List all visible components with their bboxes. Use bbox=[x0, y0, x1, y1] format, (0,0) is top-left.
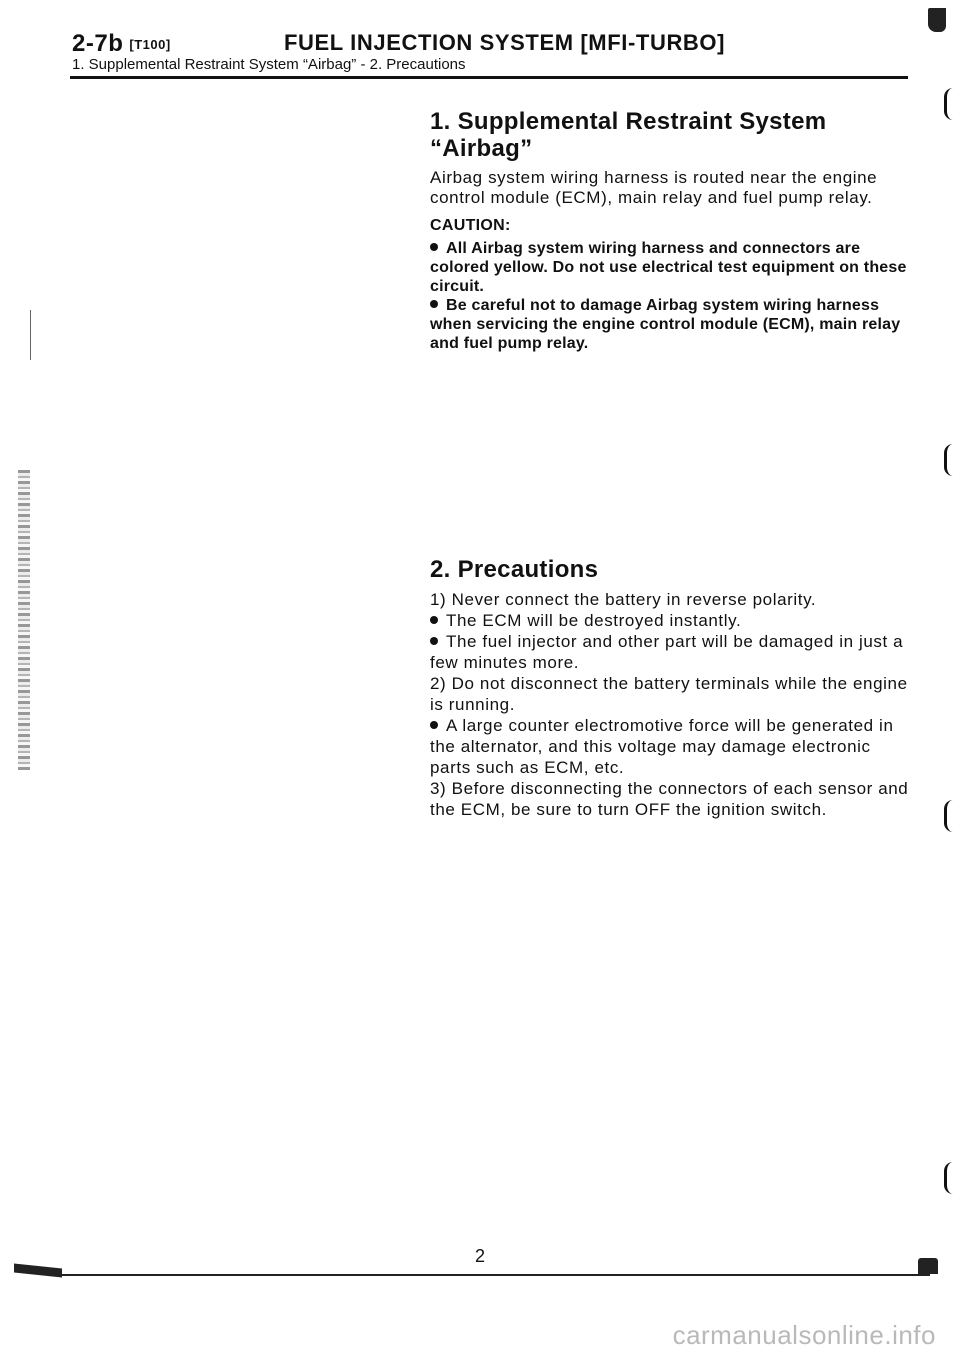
bullet-icon bbox=[430, 243, 438, 251]
binder-bracket-mark bbox=[944, 800, 953, 832]
bullet-icon bbox=[430, 637, 438, 645]
scan-edge-line bbox=[30, 310, 31, 360]
section-precautions-heading: 2. Precautions bbox=[430, 556, 599, 583]
bullet-icon bbox=[430, 721, 438, 729]
site-watermark: carmanualsonline.info bbox=[672, 1320, 936, 1350]
precaution-step-1-bullet-2: The fuel injector and other part will be damaged in just a few minutes more. bbox=[430, 632, 904, 672]
footer-rule-right-mark bbox=[918, 1258, 938, 1274]
page-number: 2 bbox=[474, 1246, 485, 1266]
precaution-step-1: 1) Never connect the battery in reverse polarity. bbox=[430, 590, 817, 609]
page-title: FUEL INJECTION SYSTEM [MFI-TURBO] bbox=[284, 30, 726, 55]
footer-rule bbox=[58, 1274, 930, 1276]
section-airbag bbox=[430, 108, 912, 353]
section-airbag-heading-line2: “Airbag” bbox=[430, 135, 533, 162]
precaution-step-1-bullet-1: The ECM will be destroyed instantly. bbox=[430, 610, 912, 631]
binder-bracket-mark bbox=[944, 88, 953, 120]
bullet-icon bbox=[430, 616, 438, 624]
bullet-icon bbox=[430, 300, 438, 308]
section-code bbox=[72, 30, 171, 58]
header-rule bbox=[70, 76, 908, 79]
airbag-intro-text: Airbag system wiring harness is routed near the engine control module (ECM), main relay and fuel pump relay. bbox=[430, 168, 878, 207]
precaution-step-2: 2) Do not disconnect the battery terminals while the engine is running. bbox=[430, 674, 908, 714]
caution-bullet-yellow-harness: All Airbag system wiring harness and connectors are colored yellow. Do not use electrical test equipment on these circuit. bbox=[430, 240, 907, 295]
scan-corner-mark bbox=[928, 8, 946, 32]
section-precautions bbox=[430, 556, 912, 820]
binder-bracket-mark bbox=[944, 1162, 953, 1194]
breadcrumb: 1. Supplemental Restraint System “Airbag” - 2. Precautions bbox=[72, 56, 466, 73]
precaution-step-3: 3) Before disconnecting the connectors of each sensor and the ECM, be sure to turn OFF the ignition switch. bbox=[430, 779, 909, 819]
section-airbag-heading-line1: 1. Supplemental Restraint System bbox=[430, 108, 827, 135]
model-tag: [T100] bbox=[129, 37, 171, 52]
caution-bullet-damage: Be careful not to damage Airbag system wiring harness when servicing the engine control module (ECM), main relay and fuel pump relay. bbox=[430, 297, 901, 352]
precaution-step-2-bullet-1: A large counter electromotive force will be generated in the alternator, and this voltage may damage electronic parts such as ECM, etc. bbox=[430, 716, 894, 777]
caution-label: CAUTION: bbox=[430, 217, 511, 234]
binder-bracket-mark bbox=[944, 444, 953, 476]
section-code-number: 2-7b bbox=[72, 30, 124, 57]
scan-edge-artifact bbox=[18, 470, 30, 770]
